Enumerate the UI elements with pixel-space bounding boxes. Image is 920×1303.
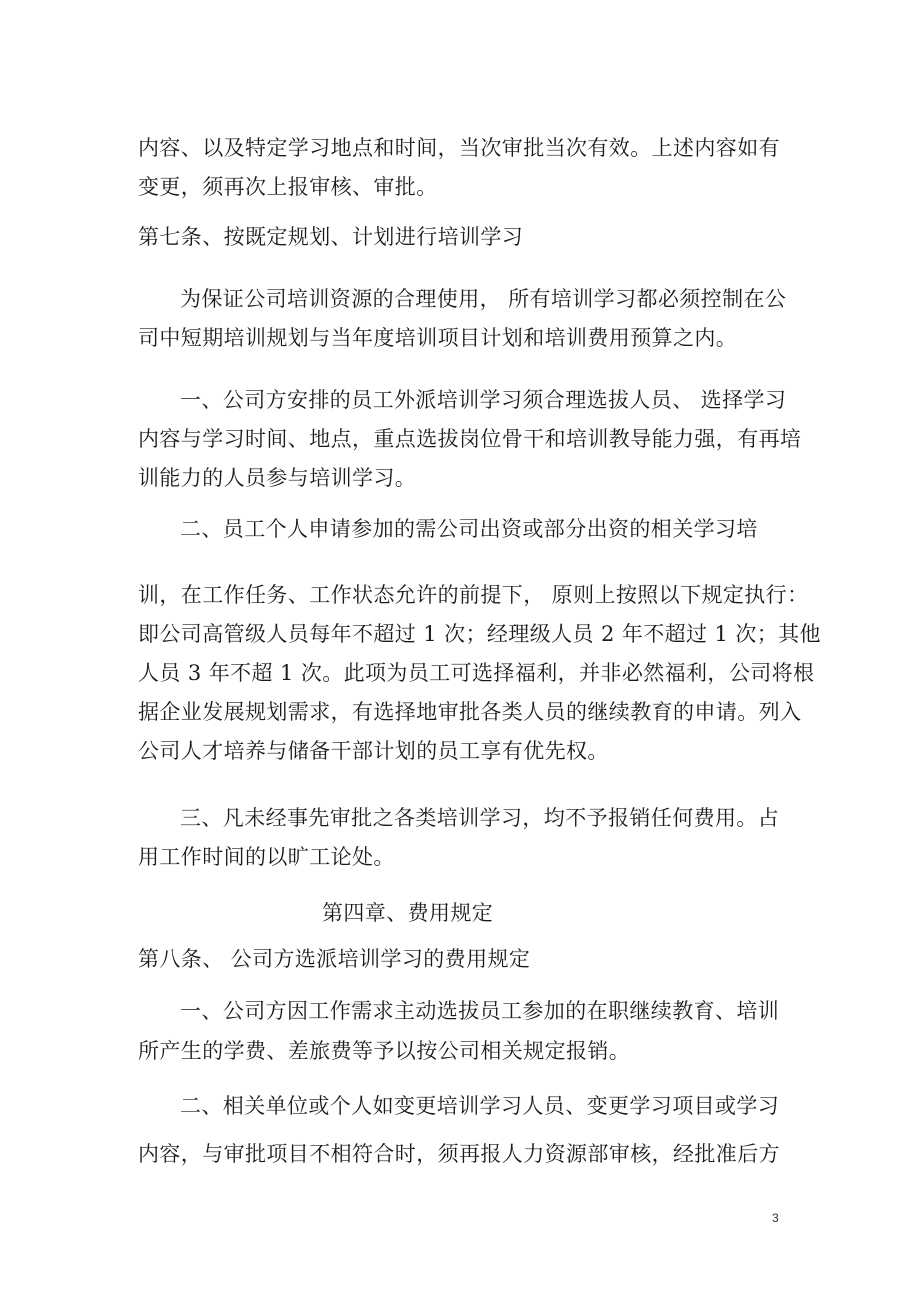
text-line: 一、公司方安排的员工外派培训学习须合理选拔人员、 选择学习 — [180, 388, 787, 412]
article-heading: 第八条、 公司方选派培训学习的费用规定 — [138, 947, 531, 971]
text-line: 司中短期培训规划与当年度培训项目计划和培训费用预算之内。 — [138, 326, 738, 350]
text-line: 内容与学习时间、地点，重点选拔岗位骨干和培训教导能力强，有再培 — [138, 427, 802, 451]
text-line: 据企业发展规划需求，有选择地审批各类人员的继续教育的申请。列入 — [138, 700, 802, 724]
text-line: 二、相关单位或个人如变更培训学习人员、变更学习项目或学习 — [180, 1094, 780, 1118]
text-line: 三、凡未经事先审批之各类培训学习，均不予报销任何费用。占 — [180, 806, 780, 830]
text-line: 二、员工个人申请参加的需公司出资或部分出资的相关学习培 — [180, 517, 758, 541]
text-line: 训，在工作任务、工作状态允许的前提下， 原则上按照以下规定执行： — [138, 583, 809, 607]
article-heading: 第七条、按既定规划、计划进行培训学习 — [138, 225, 524, 249]
text-line: 为保证公司培训资源的合理使用， 所有培训学习都必须控制在公 — [180, 287, 787, 311]
text-line: 即公司高管级人员每年不超过 1 次；经理级人员 2 年不超过 1 次；其他 — [138, 622, 821, 646]
text-line: 公司人才培养与储备干部计划的员工享有优先权。 — [138, 739, 609, 763]
text-line: 用工作时间的以旷工论处。 — [138, 845, 395, 869]
text-line: 变更，须再次上报审核、审批。 — [138, 175, 438, 199]
page-number: 3 — [772, 1211, 779, 1225]
text-line: 所产生的学费、差旅费等予以按公司相关规定报销。 — [138, 1039, 631, 1063]
text-line: 一、公司方因工作需求主动选拔员工参加的在职继续教育、培训 — [180, 999, 780, 1023]
chapter-heading: 第四章、费用规定 — [322, 901, 494, 925]
text-line: 内容、以及特定学习地点和时间，当次审批当次有效。上述内容如有 — [138, 136, 780, 160]
text-line: 人员 3 年不超 1 次。此项为员工可选择福利，并非必然福利，公司将根 — [138, 661, 815, 685]
text-line: 训能力的人员参与培训学习。 — [138, 466, 417, 490]
text-line: 内容，与审批项目不相符合时，须再报人力资源部审核，经批准后方 — [138, 1142, 780, 1166]
